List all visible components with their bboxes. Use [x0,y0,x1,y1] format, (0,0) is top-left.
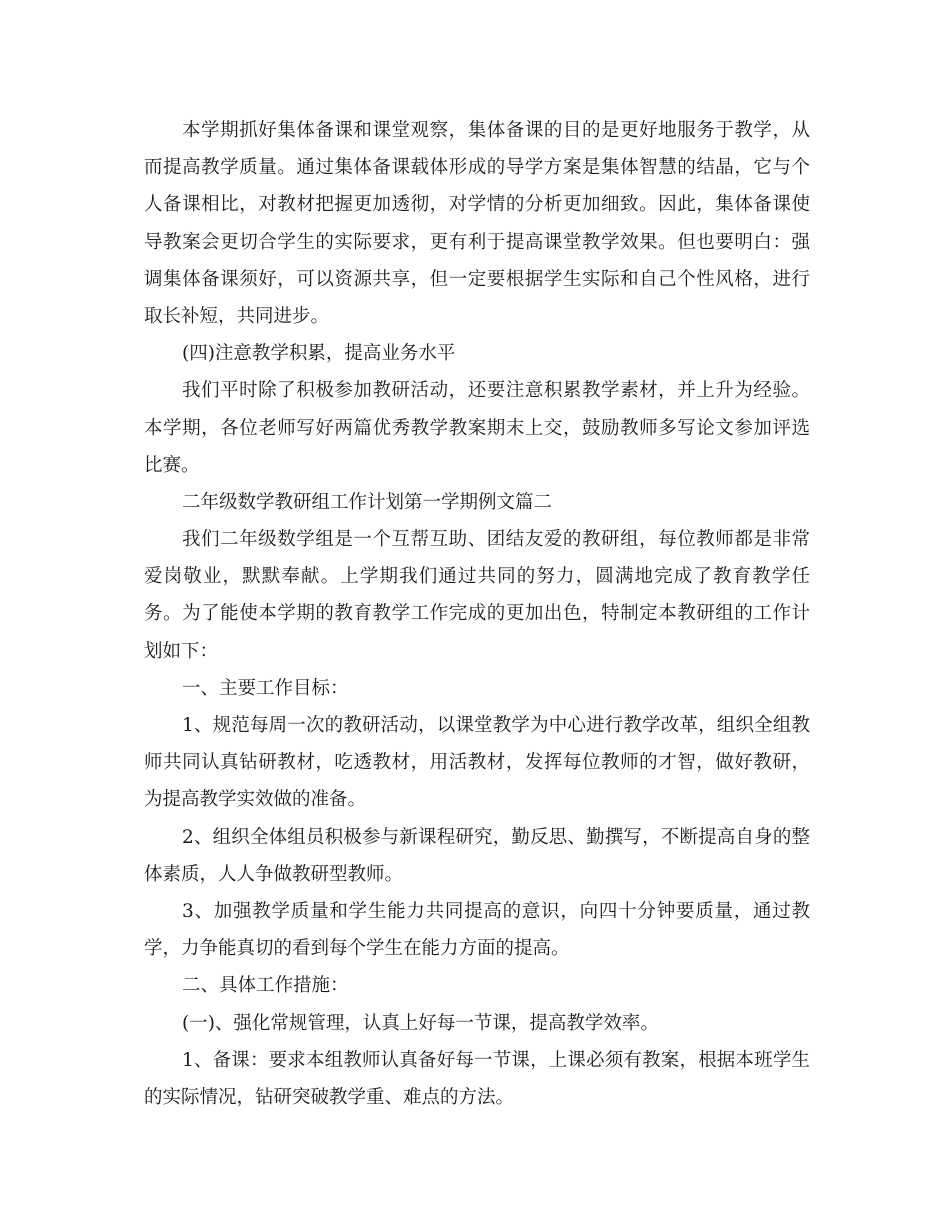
text-line: 比赛。 [144,454,200,476]
paragraph [144,707,810,819]
section-heading [144,1005,810,1042]
section-heading [144,484,810,521]
text-line: 而提高教学质量。通过集体备课载体形成的导学方案是集体智慧的结晶，它与个 [144,157,810,179]
text-line: (四)注意教学积累，提高业务水平 [182,343,456,365]
text-line: 的实际情况，钻研突破教学重、难点的方法。 [144,1086,515,1108]
text-line: 划如下： [144,640,219,662]
paragraph [144,521,810,670]
document-page [144,112,810,1116]
paragraph [144,819,810,893]
section-heading [144,967,810,1004]
text-line: 师共同认真钻研教材，吃透教材，用活教材，发挥每位教师的才智，做好教研， [144,752,810,774]
text-line: 1、备课：要求本组教师认真备好每一节课，上课必须有教案，根据本班学生 [182,1049,810,1071]
paragraph [144,112,810,335]
text-line: 二、具体工作措施： [182,975,349,997]
section-heading [144,335,810,372]
text-line: 学，力争能真切的看到每个学生在能力方面的提高。 [144,938,570,960]
text-line: 调集体备课须好，可以资源共享，但一定要根据学生实际和自己个性风格，进行 [144,268,810,290]
text-line: 为提高教学实效做的准备。 [144,789,367,811]
paragraph [144,372,810,484]
text-line: 一、主要工作目标： [182,677,349,699]
text-line: 2、组织全体组员积极参与新课程研究，勤反思、勤撰写，不断提高自身的整 [182,826,810,848]
text-line: 体素质，人人争做教研型教师。 [144,863,404,885]
text-line: 1、规范每周一次的教研活动，以课堂教学为中心进行教学改革，组织全组教 [182,715,810,736]
text-line: 取长补短，共同进步。 [144,305,330,327]
paragraph [144,1042,810,1116]
text-line: 我们平时除了积极参加教研活动，还要注意积累教学素材，并上升为经验。 [182,380,810,402]
text-line: 本学期抓好集体备课和课堂观察，集体备课的目的是更好地服务于教学，从 [182,120,810,141]
text-line: (一)、强化常规管理，认真上好每一节课，提高教学效率。 [182,1012,659,1034]
section-heading [144,670,810,707]
text-line: 爱岗敬业，默默奉献。上学期我们通过共同的努力，圆满地完成了教育教学任 [144,566,810,588]
text-line: 3、加强教学质量和学生能力共同提高的意识，向四十分钟要质量，通过教 [182,900,810,922]
text-line: 人备课相比，对教材把握更加透彻，对学情的分析更加细致。因此，集体备课使 [144,194,810,216]
text-line: 导教案会更切合学生的实际要求，更有利于提高课堂教学效果。但也要明白：强 [144,231,810,253]
text-line: 本学期，各位老师写好两篇优秀教学教案期末上交，鼓励教师多写论文参加评选 [144,417,810,439]
text-line: 我们二年级数学组是一个互帮互助、团结友爱的教研组，每位教师都是非常 [182,529,810,551]
text-line: 二年级数学教研组工作计划第一学期例文篇二 [182,491,553,513]
text-line: 务。为了能使本学期的教育教学工作完成的更加出色，特制定本教研组的工作计 [144,603,810,625]
paragraph [144,893,810,967]
